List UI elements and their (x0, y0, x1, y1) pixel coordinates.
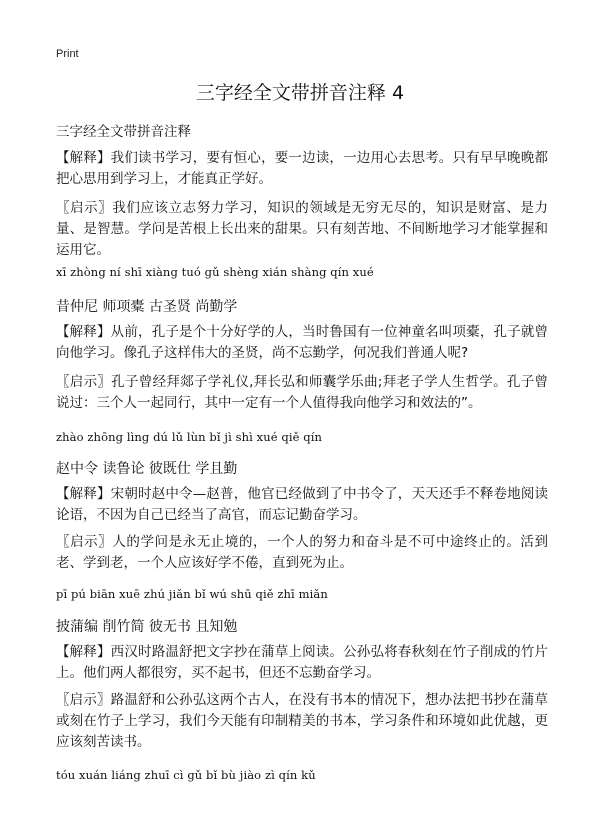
print-label[interactable]: Print (56, 48, 79, 60)
footer-pinyin: tóu xuán liáng zhuī cì gǔ bǐ bù jiào zì qín kǔ (56, 768, 316, 782)
section-1-insight: 〖启示〗孔子曾经拜郯子学礼仪,拜长弘和师囊学乐曲;拜老子学人生哲学。孔子曾说过：三个人一起同行，其中一定有一个人值得我向他学习和效法的”。 (56, 374, 548, 411)
section-2-pinyin: zhào zhōng lìng dú lǔ lùn bǐ jì shì xué qiě qín (56, 430, 323, 444)
section-1-pinyin: xī zhòng ní shī xiàng tuó gǔ shèng xián shàng qín xué (56, 265, 374, 279)
section-3-pinyin: pī pú biān xuē zhú jiǎn bǐ wú shū qiě zhī miǎn (56, 587, 328, 601)
section-1-verse: 昔仲尼 师项橐 古圣贤 尚勤学 (56, 299, 238, 315)
intro-insight: 〖启示〗我们应该立志努力学习，知识的领域是无穷无尽的，知识是财富、是力量、是智慧。学问是苦根上长出来的甜果。只有刻苦地、不间断地学习才能掌握和运用它。 (56, 200, 548, 258)
section-3-explanation: 【解释】西汉时路温舒把文字抄在蒲草上阅读。公孙弘将春秋刻在竹子削成的竹片上。他们两人都很穷，买不起书，但还不忘勤奋学习。 (56, 644, 548, 681)
section-2-explanation: 【解释】宋朝时赵中令—赵普，他官已经做到了中书令了，天天还手不释卷地阅读论语，不因为自己已经当了高官，而忘记勤奋学习。 (56, 486, 548, 523)
document-subtitle: 三字经全文带拼音注释 (56, 124, 191, 140)
section-3-insight: 〖启示〗路温舒和公孙弘这两个古人，在没有书本的情况下，想办法把书抄在蒲草或刻在竹子上学习，我们今天能有印制精美的书本，学习条件和环境如此优越，更应该刻苦读书。 (56, 692, 548, 750)
section-3-verse: 披蒲编 削竹简 彼无书 且知勉 (56, 619, 238, 635)
section-2-insight: 〖启示〗人的学问是永无止境的，一个人的努力和奋斗是不可中途终止的。活到老、学到老，一个人应该好学不倦，直到死为止。 (56, 534, 548, 571)
section-1-explanation: 【解释】从前，孔子是个十分好学的人，当时鲁国有一位神童名叫项橐，孔子就曾向他学习。像孔子这样伟大的圣贤，尚不忘勤学，何况我们普通人呢? (56, 324, 548, 361)
page-title: 三字经全文带拼音注释 4 (195, 82, 405, 104)
section-2-verse: 赵中令 读鲁论 彼既仕 学且勤 (56, 461, 238, 477)
intro-explanation: 【解释】我们读书学习，要有恒心，要一边读，一边用心去思考。只有早早晚晚都把心思用到学习上，才能真正学好。 (56, 150, 548, 187)
